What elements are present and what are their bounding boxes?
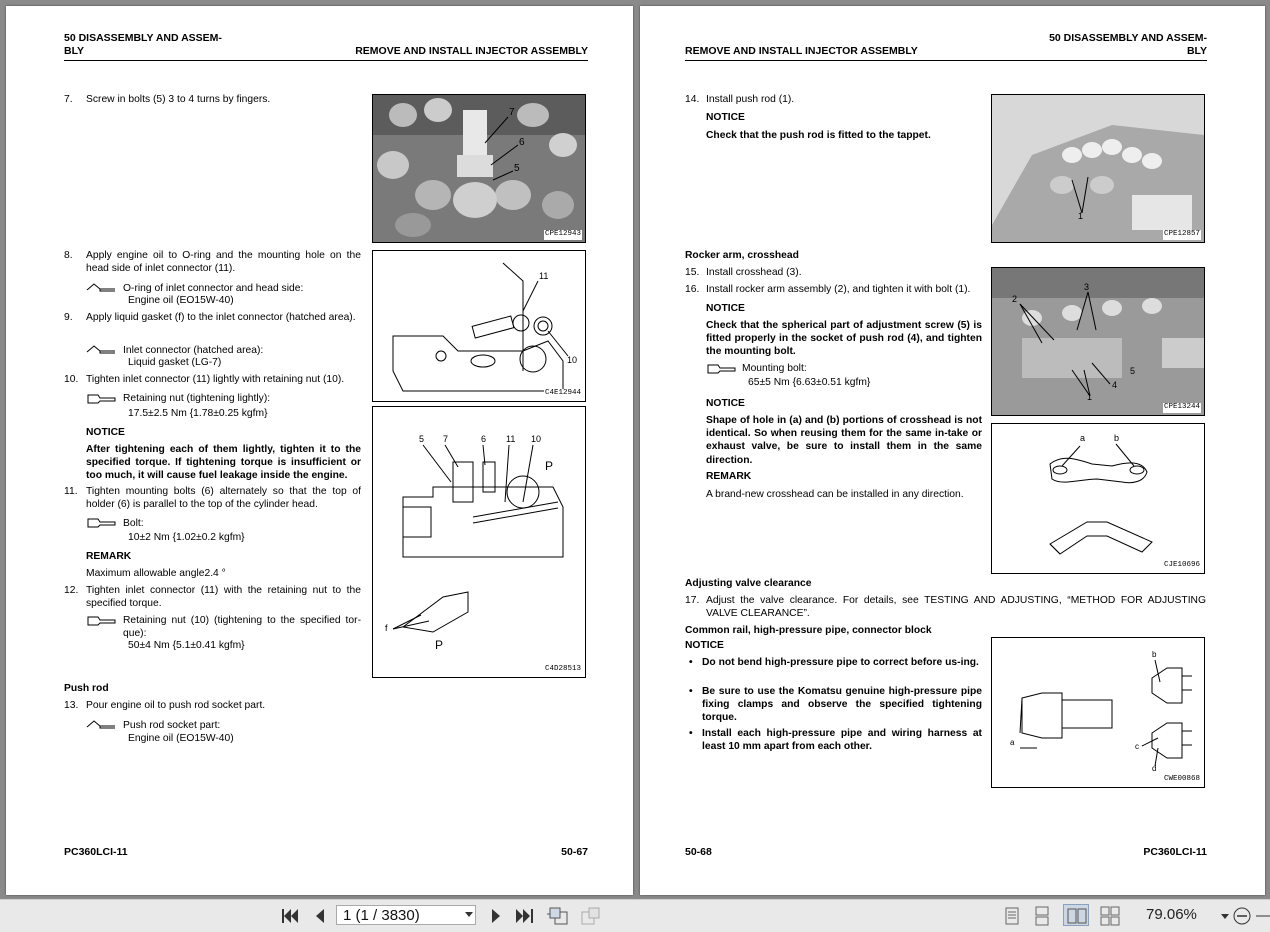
header-rule <box>64 60 588 61</box>
oil-can-icon <box>86 281 116 293</box>
page-50-68 <box>640 6 1265 895</box>
step-number: 17. <box>685 595 700 606</box>
zoom-dropdown-chevron-icon[interactable] <box>1220 906 1230 926</box>
forward-view-icon[interactable] <box>580 906 602 926</box>
back-view-icon[interactable] <box>547 906 569 926</box>
first-page-icon[interactable] <box>280 906 300 926</box>
step-text: Screw in bolts (5) 3 to 4 turns by fingers. <box>86 94 271 105</box>
callout-label: 1 <box>1078 211 1084 221</box>
bullet: • <box>689 657 693 668</box>
tool-spec-label: Retaining nut (10) (tightening to the specified tor-que): <box>123 615 361 640</box>
header-rule <box>685 60 1207 61</box>
toolbar-overflow-icon[interactable] <box>1256 906 1270 926</box>
tool-spec-value: 17.5±2.5 Nm {1.78±0.25 kgfm} <box>128 408 268 419</box>
callout-label: f <box>385 623 388 633</box>
step-text: Adjust the valve clearance. For details, see TESTING AND ADJUSTING, “METHOD FOR ADJUSTING VALVE CLEARANCE”. <box>706 595 1206 620</box>
notice-text: After tightening each of them lightly, tighten it to the specified torque. If tightening torque is insufficient or too much, it will cause fuel leakage inside the engine. <box>86 444 361 482</box>
high-pressure-pipe-drawing <box>991 637 1205 788</box>
callout-label: c <box>1135 742 1139 751</box>
oil-can-icon <box>86 718 116 730</box>
step-text: Apply engine oil to O-ring and the mounting hole on the head side of inlet connector (11). <box>86 250 361 275</box>
step-number: 11. <box>64 486 78 497</box>
callout-label: 6 <box>481 434 487 444</box>
section-heading: Push rod <box>64 683 109 694</box>
footer-model: PC360LCI-11 <box>1143 846 1207 858</box>
callout-label: a <box>1010 738 1015 747</box>
step-text: Install rocker arm assembly (2), and tighten it with bolt (1). <box>706 284 971 295</box>
figure-id: CWE00868 <box>1163 775 1200 784</box>
callout-label: a <box>1080 433 1086 443</box>
notice-bullet: Be sure to use the Komatsu genuine high-pressure pipe fixing clamps and observe the specified tightening torque. <box>702 686 982 724</box>
zoom-out-icon[interactable] <box>1232 906 1254 926</box>
figure-id: CPE13244 <box>1163 403 1200 412</box>
header-title: REMOVE AND INSTALL INJECTOR ASSEMBLY <box>685 45 918 57</box>
tool-spec-value: Engine oil (EO15W-40) <box>128 733 234 744</box>
callout-label: b <box>1152 650 1157 659</box>
single-page-view-icon[interactable] <box>1003 906 1021 926</box>
tool-spec-value: 65±5 Nm {6.63±0.51 kgfm} <box>748 377 871 388</box>
step-number: 10. <box>64 374 79 385</box>
remark-label: REMARK <box>706 471 752 482</box>
rocker-arm-photo <box>991 267 1205 416</box>
notice-label: NOTICE <box>86 427 125 438</box>
step-number: 9. <box>64 312 73 323</box>
figure-id: CPE12857 <box>1163 230 1200 239</box>
step-number: 14. <box>685 94 700 105</box>
header-title: REMOVE AND INSTALL INJECTOR ASSEMBLY <box>355 45 588 57</box>
callout-label: 1 <box>1087 392 1093 402</box>
step-number: 15. <box>685 267 700 278</box>
step-number: 12. <box>64 585 79 596</box>
tool-spec-label: Inlet connector (hatched area): <box>123 345 264 356</box>
two-page-view-icon[interactable] <box>1066 906 1088 926</box>
tool-spec-value: 50±4 Nm {5.1±0.41 kgfm} <box>128 640 245 651</box>
tool-spec-label: Bolt: <box>123 518 144 529</box>
figure-id: C4E12944 <box>544 389 581 398</box>
bullet: • <box>689 686 693 697</box>
page-number-field[interactable]: 1 (1 / 3830) <box>336 905 476 925</box>
callout-label: 7 <box>443 434 449 444</box>
torque-wrench-icon <box>86 614 116 626</box>
step-number: 16. <box>685 284 700 295</box>
step-text: Tighten inlet connector (11) with the retaining nut to the specified torque. <box>86 585 361 610</box>
viewer-toolbar <box>0 899 1270 932</box>
notice-label: NOTICE <box>706 303 745 314</box>
push-rod-photo <box>991 94 1205 243</box>
callout-label: 11 <box>506 434 516 444</box>
section-heading: Common rail, high-pressure pipe, connector block <box>685 625 932 636</box>
two-page-continuous-icon[interactable] <box>1099 906 1121 926</box>
notice-bullet: Install each high-pressure pipe and wiring harness at least 10 mm apart from each other. <box>702 728 982 753</box>
footer-model: PC360LCI-11 <box>64 846 128 858</box>
callout-label: 10 <box>567 355 578 365</box>
notice-label: NOTICE <box>706 398 745 409</box>
step-text: Pour engine oil to push rod socket part. <box>86 700 266 711</box>
tool-spec-label: Push rod socket part: <box>123 720 221 731</box>
header-section: 50 DISASSEMBLY AND ASSEM- BLY <box>1049 32 1207 57</box>
step-number: 13. <box>64 700 79 711</box>
step-text: Install crosshead (3). <box>706 267 802 278</box>
figure-id: CPE12943 <box>544 230 581 239</box>
tool-spec-value: Liquid gasket (LG-7) <box>128 357 222 368</box>
tool-spec-label: Mounting bolt: <box>742 363 807 374</box>
section-heading: Adjusting valve clearance <box>685 578 812 589</box>
remark-label: REMARK <box>86 551 132 562</box>
callout-label: P <box>545 459 554 473</box>
callout-label: P <box>435 638 444 652</box>
previous-page-icon[interactable] <box>310 906 330 926</box>
step-text: Install push rod (1). <box>706 94 795 105</box>
callout-label: b <box>1114 433 1120 443</box>
zoom-level[interactable]: 79.06% <box>1146 906 1197 923</box>
callout-label: 5 <box>419 434 425 444</box>
callout-label: 3 <box>1084 282 1090 292</box>
callout-label: d <box>1152 764 1157 773</box>
step-number: 7. <box>64 94 73 105</box>
crosshead-drawing <box>991 423 1205 574</box>
last-page-icon[interactable] <box>514 906 536 926</box>
page-50-67 <box>6 6 633 895</box>
step-number: 8. <box>64 250 73 261</box>
callout-label: 11 <box>539 271 549 281</box>
callout-label: 5 <box>514 163 520 174</box>
section-heading: Rocker arm, crosshead <box>685 250 799 261</box>
notice-text: Shape of hole in (a) and (b) portions of crosshead is not identical. So when reusing them for the same in-take or exhaust valve, be sure to install them in the same direction. <box>706 415 982 466</box>
callout-label: 7 <box>509 107 515 118</box>
step-text: Tighten mounting bolts (6) alternately so that the top of holder (6) is parallel to the top of the cylinder head. <box>86 486 361 511</box>
inlet-connector-drawing <box>372 250 586 402</box>
footer-page-number: 50-67 <box>561 846 588 858</box>
bullet: • <box>689 728 693 739</box>
step-text: Apply liquid gasket (f) to the inlet connector (hatched area). <box>86 312 356 323</box>
injector-section-drawing <box>372 406 586 678</box>
torque-wrench-icon <box>706 362 736 374</box>
notice-text: Check that the spherical part of adjustment screw (5) is fitted properly in the socket of push rod (4), and tighten the mounting bolt. <box>706 320 982 358</box>
callout-label: 10 <box>531 434 542 444</box>
torque-wrench-icon <box>86 516 116 528</box>
header-section: 50 DISASSEMBLY AND ASSEM- BLY <box>64 32 222 57</box>
remark-text: Maximum allowable angle2.4 ° <box>86 568 226 579</box>
tool-spec-label: Retaining nut (tightening lightly): <box>123 393 271 404</box>
next-page-icon[interactable] <box>486 906 506 926</box>
remark-text: A brand-new crosshead can be installed in any direction. <box>706 489 964 500</box>
page-dropdown-chevron-icon[interactable] <box>465 911 474 919</box>
callout-label: 6 <box>519 137 525 148</box>
tool-spec-value: Engine oil (EO15W-40) <box>128 295 234 306</box>
liquid-gasket-icon <box>86 343 116 355</box>
tool-spec-value: 10±2 Nm {1.02±0.2 kgfm} <box>128 532 245 543</box>
step-text: Tighten inlet connector (11) lightly with retaining nut (10). <box>86 374 345 385</box>
callout-label: 5 <box>1130 366 1136 376</box>
callout-label: 4 <box>1112 380 1118 390</box>
notice-bullet: Do not bend high-pressure pipe to correct before us-ing. <box>702 657 979 668</box>
figure-id: CJE10696 <box>1163 561 1200 570</box>
notice-label: NOTICE <box>685 640 724 651</box>
callout-label: 2 <box>1012 294 1018 304</box>
figure-id: C4D28513 <box>544 665 581 674</box>
continuous-view-icon[interactable] <box>1033 906 1051 926</box>
torque-wrench-icon <box>86 392 116 404</box>
notice-label: NOTICE <box>706 112 745 123</box>
footer-page-number: 50-68 <box>685 846 712 858</box>
notice-text: Check that the push rod is fitted to the tappet. <box>706 130 931 141</box>
injector-photo <box>372 94 586 243</box>
tool-spec-label: O-ring of inlet connector and head side: <box>123 283 304 294</box>
